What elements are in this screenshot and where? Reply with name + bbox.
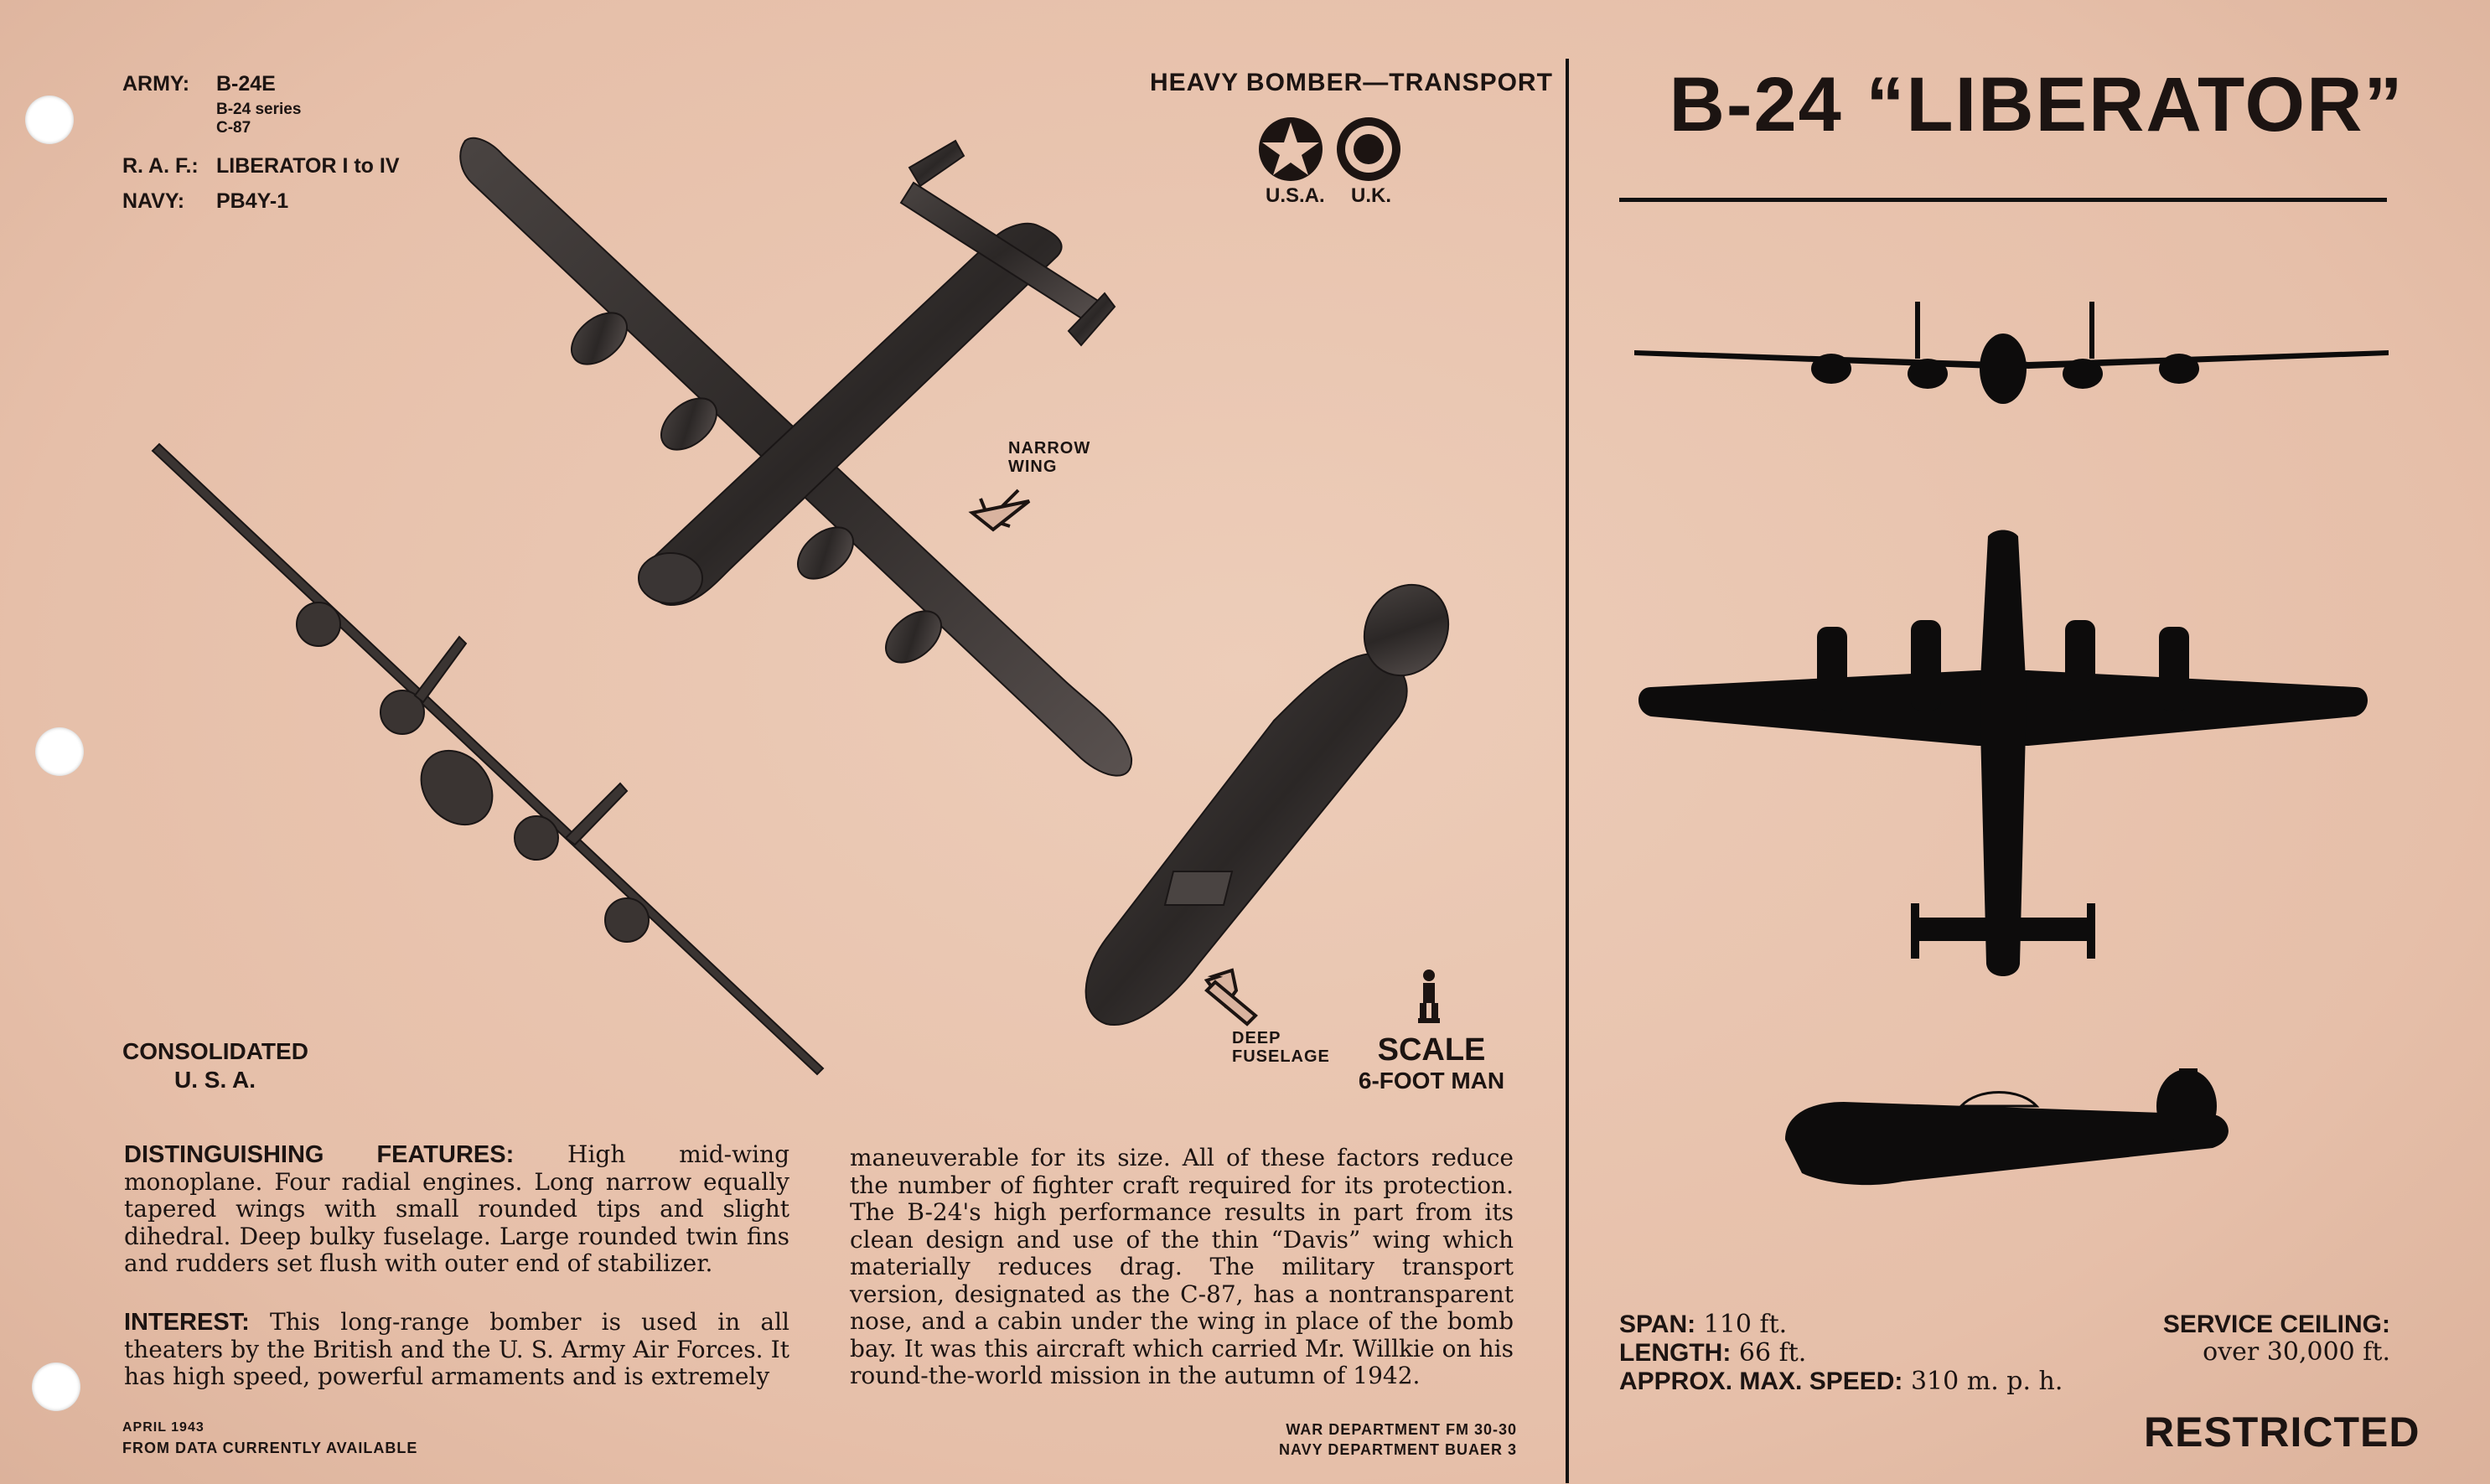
interest-continued: maneuverable for its size. All of these factors reduce the number of fighter craft required for its protection. The B-24's high performance results in part from its clean design and use of the thin “Davis” wing which materially reduces drag. The military transport version, designated as the C-87, has a nontransparent nose, and a cabin under the wing in place of the bomb bay. It was this aircraft which carried Mr. Willkie on his round-the-world mission in the autumn of 1942. xyxy=(850,1144,1514,1389)
title-rule xyxy=(1619,198,2387,202)
interest-paragraph: INTEREST: This long-range bomber is used in all theaters by the British and the U. S. Army Air Forces. It has high speed, powerful armaments and is extremely xyxy=(124,1308,789,1390)
side-silhouette xyxy=(1785,1068,2229,1185)
restricted-stamp: RESTRICTED xyxy=(2144,1409,2420,1456)
span-spec: SPAN: 110 ft. xyxy=(1619,1310,1788,1339)
aircraft-type-label: HEAVY BOMBER—TRANSPORT xyxy=(1150,69,1553,96)
narrow-wing-arrow-icon xyxy=(972,490,1029,530)
army-designation: ARMY: B-24E xyxy=(122,72,276,96)
narrow-wing-callout: NARROW WING xyxy=(1008,439,1091,476)
length-spec: LENGTH: 66 ft. xyxy=(1619,1338,1807,1368)
six-foot-man-scale-icon xyxy=(1418,970,1440,1023)
binder-hole-bottom xyxy=(32,1362,80,1411)
deep-fuselage-arrow-icon xyxy=(1207,970,1255,1024)
panel-divider xyxy=(1566,59,1569,1483)
three-view-silhouettes xyxy=(1626,277,2405,1223)
b24-side-view xyxy=(1086,570,1465,1026)
distinguishing-features: DISTINGUISHING FEATURES: High mid-wing monoplane. Four radial engines. Long narrow equally tapered wings with small rounded tips and slight dihedral. Deep bulky fuselage. Large rounded twin fins and rudders set flush with outer end of stabilizer. xyxy=(124,1140,789,1277)
max-speed-spec: APPROX. MAX. SPEED: 310 m. p. h. xyxy=(1619,1367,2063,1396)
navy-designation: NAVY: PB4Y-1 xyxy=(122,189,289,213)
deep-fuselage-callout: DEEP FUSELAGE xyxy=(1232,1029,1330,1066)
uk-label: U.K. xyxy=(1351,184,1391,207)
scale-callout: SCALE 6-FOOT MAN xyxy=(1358,1032,1505,1094)
aircraft-title: B-24 “LIBERATOR” xyxy=(1669,62,2405,147)
army-sub-c87: C-87 xyxy=(216,119,251,137)
footer-date-source: APRIL 1943 FROM DATA CURRENTLY AVAILABLE xyxy=(122,1420,418,1456)
usa-label: U.S.A. xyxy=(1266,184,1325,207)
manufacturer: CONSOLIDATED U. S. A. xyxy=(122,1038,308,1093)
front-silhouette xyxy=(1634,302,2389,404)
army-sub-series: B-24 series xyxy=(216,101,302,118)
aircraft-illustrations xyxy=(0,0,1566,1131)
service-ceiling-spec: SERVICE CEILING: over 30,000 ft. xyxy=(2162,1311,2390,1367)
raf-designation: R. A. F.: LIBERATOR I to IV xyxy=(122,154,400,178)
plan-silhouette xyxy=(1638,530,2368,977)
footer-department-refs: WAR DEPARTMENT FM 30-30 NAVY DEPARTMENT BUAER 3 xyxy=(1278,1421,1517,1458)
